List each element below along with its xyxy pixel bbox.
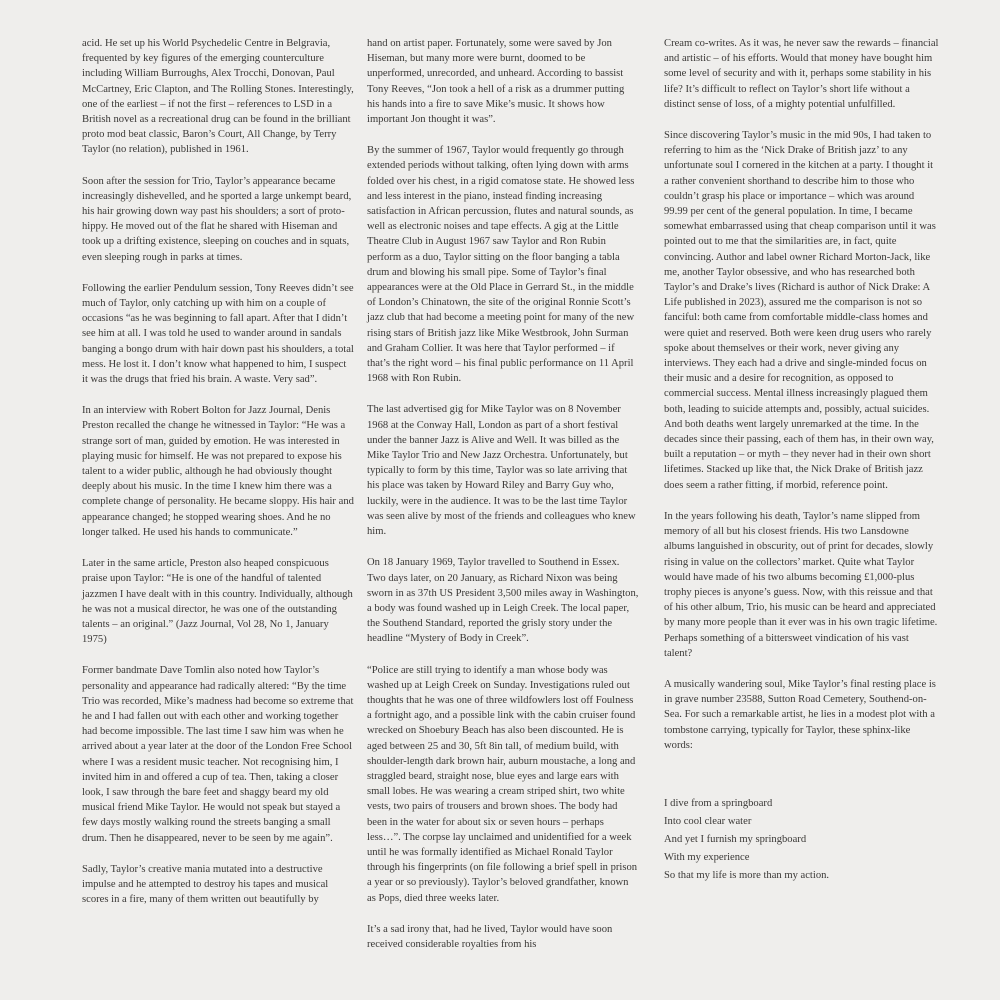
paragraph: It’s a sad irony that, had he lived, Taylor would have soon received considerable royalties from his: [367, 923, 613, 950]
paragraph: A musically wandering soul, Mike Taylor’s final resting place is in grave number 23588, Sutton Road Cemetery, Southend-on-Sea. For such a remarkable artist, he lies in a modest plot with a tombstone carrying, typically for Taylor, these sphinx-like words:: [664, 678, 936, 751]
paragraph: acid. He set up his World Psychedelic Centre in Belgravia, frequented by key figures of the emerging counterculture including William Burroughs, Alex Trocchi, Donovan, Paul McCartney, Eric Clapton, and The Rolling Stones. Interestingly, one of the earliest – if not the first – references to LSD in a British novel as a recreational drug can be found in the brilliant proto mod beat classic, Baron’s Court, All Change, by Terry Taylor (no relation), published in 1961.: [82, 38, 354, 156]
paragraph: Cream co-writes. As it was, he never saw the rewards – financial and artistic – of his efforts. Would that money have bought him some level of security and with it, perhaps some stability in his life? It’s difficult to reflect on Taylor’s short life without a distinct sense of loss, of a mighty potential unfulfilled.: [664, 38, 939, 110]
paragraph: Former bandmate Dave Tomlin also noted how Taylor’s personality and appearance had radically altered: “By the time Trio was recorded, Mike’s madness had become so extreme that he and I had fallen out with each other and working together had become impossible. The last time I saw him was when he arrived about a year later at the door of the London Free School where I was a resident music teacher. Not recognising him, I invited him in and offered a cup of tea. Then, taking a closer look, I saw through the bare feet and shaggy beard my old musical friend Mike Taylor. He would not speak but stayed a few days mostly walking round the streets banging a small drum. Then he disappeared, never to be seen by me again”.: [82, 665, 354, 844]
paragraph: “Police are still trying to identify a man whose body was washed up at Leigh Creek on Sunday. Investigations ruled out thoughts that he was one of three wildfowlers lost off Foulness a fortnight ago, and a possible link with the cabin cruiser found wrecked on Shoebury Beach has also been discounted. He is aged between 25 and 30, 5ft 8in tall, of medium build, with shoulder-length dark brown hair, auburn moustache, a long and straggled beard, straight nose, blue eyes and large ears with small lobes. He was wearing a cream striped shirt, two white vests, two pairs of trousers and brown shoes. The body had been in the water for about six or seven hours – perhaps less…”. The corpse lay unclaimed and unidentified for a week until he was formally identified as Michael Ronald Taylor through his fingerprints (on file following a brief spell in prison a year or so previously). Taylor’s beloved grandfather, known as Pops, died three weeks later.: [367, 664, 638, 904]
paragraph: hand on artist paper. Fortunately, some were saved by Jon Hiseman, but many more were burnt, doomed to be unperformed, unrecorded, and unheard. According to bassist Tony Reeves, “Jon took a hell of a risk as a drummer putting his hands into a fire to save Mike’s music. It shows how important Jon thought it was”.: [367, 38, 625, 126]
text-column-2: [367, 36, 639, 968]
paragraph: Since discovering Taylor’s music in the mid 90s, I had taken to referring to him as the ‘Nick Drake of British jazz’ to any unfortunate soul I cornered in the kitchen at a party. I thought it a rather convenient shorthand to describe him to those who couldn’t grasp his place or importance – which was around 99.99 per cent of the general population. In time, I became somewhat embarrassed using that cheap comparison until it was pointed out to me that the similarities are, in fact, quite convincing. Author and label owner Richard Morton-Jack, like me, another Taylor obsessive, and who has researched both Taylor’s and Drake’s lives (Richard is author of Nick Drake: A Life published in 2023), assured me the comparison is not so fanciful: both came from comfortable middle-class homes and were quiet and reserved. Both were keen drug users who rarely spoke about themselves or their work, never giving any interviews. They each had a drive and single-minded focus on their music and a desire for recognition, as opposed to commercial success. Mental illness increasingly plagued them both, leading to suicide attempts and, possibly, actual suicides. And both deaths went largely unremarked at the time. In the decades since their passing, each of them has, in their own way, built a reputation – or myth – they never had in their own short lifetimes. Stacked up like that, the Nick Drake of British jazz does seem a rather fitting, if morbid, reference point.: [664, 130, 936, 491]
paragraph: Sadly, Taylor’s creative mania mutated into a destructive impulse and he attempted to destroy his tapes and musical scores in a fire, many of them written out beautifully by: [82, 863, 329, 906]
poem-line: I dive from a springboard: [664, 797, 773, 809]
paragraph: In an interview with Robert Bolton for Jazz Journal, Denis Preston recalled the change he witnessed in Taylor: “He was a strange sort of man, guided by emotion. He was interested in playing music for himself. He was not prepared to expose his talent to a wider public, although he had obviously thought deeply about his music. In the time I knew him there was a complete change of personality. He became sloppy. His hair and appearance changed; he stopped wearing shoes. And he no longer talked. He used his hands to communicate.”: [82, 405, 354, 538]
paragraph: Later in the same article, Preston also heaped conspicuous praise upon Taylor: “He is one of the handful of talented jazzmen I have dealt with in this country. Individually, although he was not a musical director, he was one of the outstanding talents – an original.” (Jazz Journal, Vol 28, No 1, January 1975): [82, 558, 353, 646]
text-column-1: [82, 36, 354, 923]
text-column-3: [664, 36, 939, 885]
poem-line: And yet I furnish my springboard: [664, 833, 807, 845]
paragraph: Soon after the session for Trio, Taylor’s appearance became increasingly dishevelled, and he sported a large unkempt beard, his hair growing down way past his shoulders; a sort of proto-hippy. He moved out of the flat he shared with Hiseman and took up a drifting existence, sleeping on couches and in squats, even sleeping rough in parks at times.: [82, 175, 352, 263]
paragraph: Following the earlier Pendulum session, Tony Reeves didn’t see much of Taylor, only catching up with him on a couple of occasions “as he was beginning to fall apart. After that I didn’t see him at all. I was told he used to wander around in sandals banging a bongo drum with hair down past his shoulders, a total mess. He lost it. I don’t know what happened to him, I suspect it was the drugs that fried his brain. A waste. Very sad”.: [82, 282, 354, 386]
paragraph: By the summer of 1967, Taylor would frequently go through extended periods without talking, often lying down with arms folded over his chest, in a rigid comatose state. He showed less and less interest in the piano, instead finding increasing satisfaction in African percussion, flutes and natural sounds, as well as electronic noises and tape effects. A gig at the Little Theatre Club in August 1967 saw Taylor and Ron Rubin perform as a duo, Taylor sitting on the floor banging a tabla drum and blowing his small pipe. Some of Taylor’s final appearances were at the Old Place in Gerrard St., in the middle of London’s Chinatown, the site of the original Ronnie Scott’s jazz club that had become a meeting point for many of the new rising stars of British jazz like Mike Westbrook, John Surman and Graham Collier. It was here that Taylor performed – if that’s the right word – his final public performance on 11 April 1968 with Ron Rubin.: [367, 145, 635, 385]
paragraph: The last advertised gig for Mike Taylor was on 8 November 1968 at the Conway Hall, London as part of a short festival under the banner Jazz is Alive and Well. It was billed as the Mike Taylor Trio and New Jazz Orchestra. Unfortunately, but typically to form by this time, Taylor was so late arriving that his place was taken by Howard Riley and Barry Guy who, luckily, were in the audience. It was to be the last time Taylor was seen alive by most of the friends and colleagues who knew him.: [367, 404, 636, 538]
poem-line: Into cool clear water: [664, 815, 752, 827]
epitaph-poem: [664, 795, 939, 885]
paragraph: In the years following his death, Taylor’s name slipped from memory of all but his closest friends. His two Lansdowne albums languished in obscurity, out of print for decades, slowly rising in value on the collectors’ market. Quite what Taylor would have made of his two albums becoming £1,000-plus trophy pieces is anyone’s guess. Now, with this reissue and that of his other album, Trio, his music can be heard and appreciated by many more people than it ever was in his own tragic lifetime. Perhaps something of a bittersweet vindication of his vast talent?: [664, 510, 938, 659]
poem-line: With my experience: [664, 851, 750, 863]
poem-line: So that my life is more than my action.: [664, 869, 830, 881]
paragraph: On 18 January 1969, Taylor travelled to Southend in Essex. Two days later, on 20 January, as Richard Nixon was being sworn in as 37th US President 3,500 miles away in Washington, a body was found washed up in Leigh Creek. The local paper, the Southend Standard, reported the grisly story under the headline “Mystery of Body in Creek”.: [367, 557, 639, 645]
